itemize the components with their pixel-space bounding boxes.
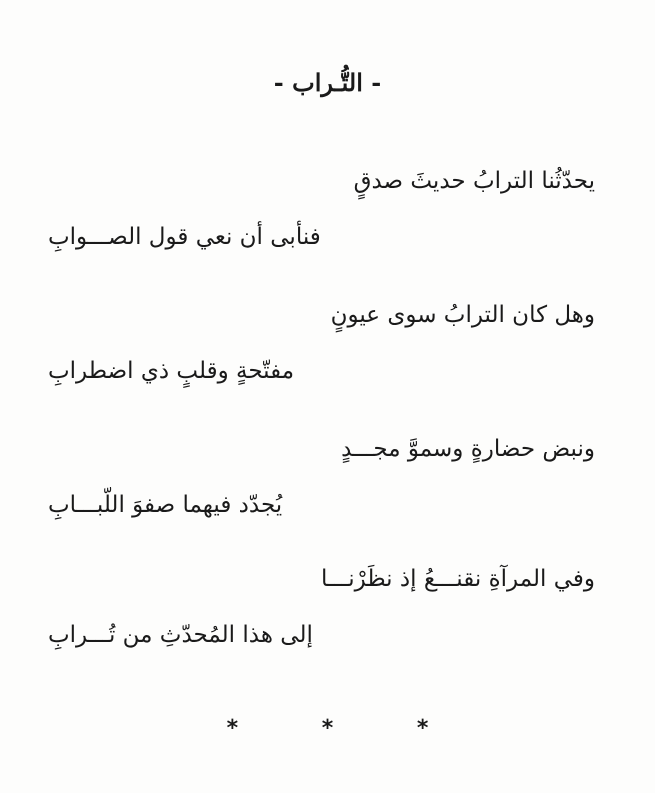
poem-title: - التُّـراب - bbox=[273, 68, 382, 97]
couplet-4-first-hemistich: وفي المرآةِ نقنـــعُ إذ نظَرْنـــا bbox=[321, 566, 595, 592]
section-separator: * * * bbox=[226, 716, 467, 741]
couplet-1-first-hemistich: يحدّثُنا الترابُ حديثَ صدقٍ bbox=[353, 168, 595, 194]
couplet-3-second-hemistich: يُجدّد فيهما صفوَ اللّبـــابِ bbox=[48, 492, 283, 518]
couplet-1-second-hemistich: فنأبى أن نعي قول الصـــوابِ bbox=[48, 224, 321, 250]
couplet-4-second-hemistich: إلى هذا المُحدّثِ من تُـــرابِ bbox=[48, 622, 313, 648]
couplet-2-second-hemistich: مفتّحةٍ وقلبٍ ذي اضطرابِ bbox=[48, 358, 295, 384]
couplet-2-first-hemistich: وهل كان الترابُ سوى عيونٍ bbox=[330, 302, 595, 328]
couplet-3-first-hemistich: ونبض حضارةٍ وسموَّ مجـــدٍ bbox=[341, 436, 595, 462]
